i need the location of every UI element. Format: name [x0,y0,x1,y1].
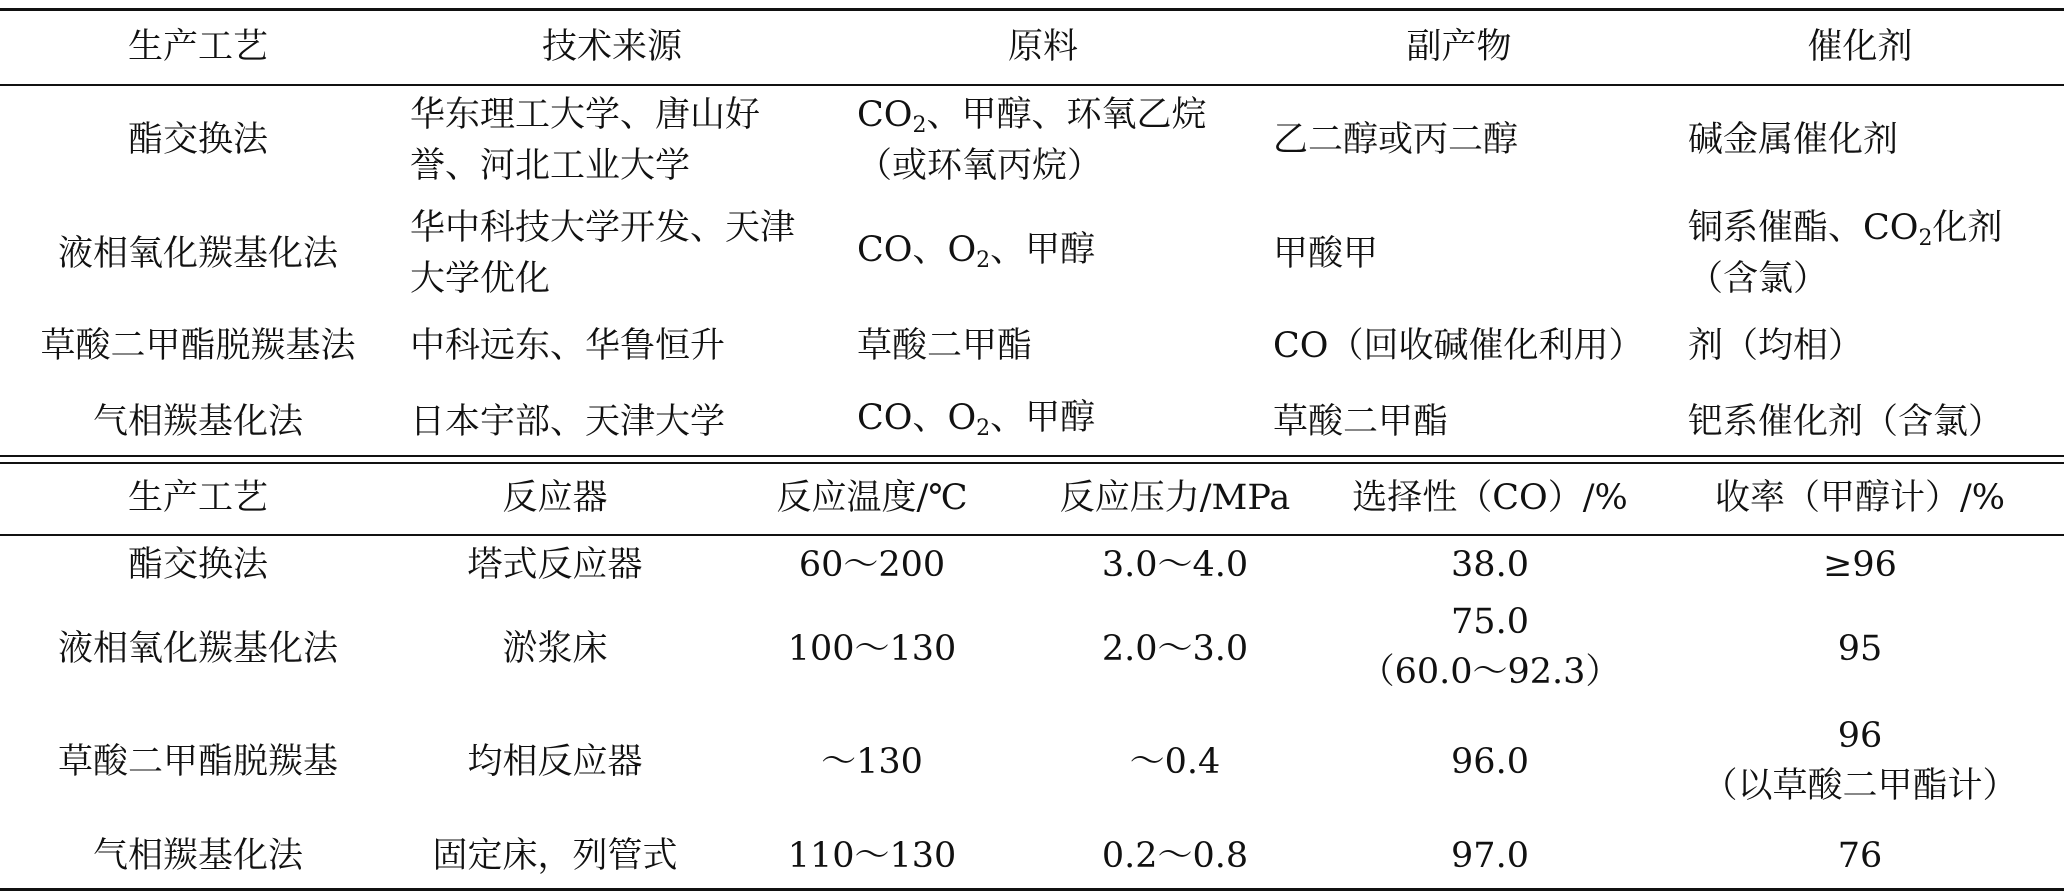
table1-top-rule [0,8,2064,11]
t1-header-source: 技术来源 [541,27,683,67]
t2-row2-temperature: 100～130 [787,629,957,669]
t1-row1-byproduct: 乙二醇或丙二醇 [1273,120,1519,160]
t2-row1-selectivity: 38.0 [1451,545,1529,585]
t1-row3-process: 草酸二甲酯脱羰基法 [40,326,356,366]
t2-row1-yield: ≥96 [1823,545,1897,585]
t2-row4-selectivity: 97.0 [1451,836,1529,876]
t2-row2-process: 液相氧化羰基化法 [57,629,339,669]
t1-row2-catalyst-line1: 铜系催酯、$CO_2$化剂 [1688,208,2003,251]
t2-row3-pressure: ～0.4 [1129,742,1221,782]
t2-row3-yield-line2: （以草酸二甲酯计） [1702,766,2018,806]
t2-row4-yield: 76 [1837,836,1883,876]
t1-row1-source-line2: 誉、河北工业大学 [410,146,691,186]
t2-row3-selectivity: 96.0 [1451,742,1529,782]
t2-row3-yield-line1: 96 [1837,716,1883,756]
t2-row1-temperature: 60～200 [798,545,946,585]
t1-row3-source: 中科远东、华鲁恒升 [410,326,726,366]
t2-row2-selectivity-line2: （60.0～92.3） [1359,652,1621,692]
t1-row1-raw-line1: $CO_2$、甲醇、环氧乙烷 [857,95,1207,138]
t2-row4-process: 气相羰基化法 [92,836,304,876]
t1-row1-catalyst: 碱金属催化剂 [1688,120,1899,160]
t2-header-reactor: 反应器 [502,478,608,518]
t2-row1-reactor: 塔式反应器 [467,545,643,585]
t1-row2-raw: CO、$O_2$、甲醇 [857,230,1096,273]
t2-header-yield: 收率（甲醇计）/% [1714,478,2006,518]
t1-row4-process: 气相羰基化法 [92,402,304,442]
t2-row2-pressure: 2.0～3.0 [1101,629,1249,669]
t1-row4-catalyst: 钯系催化剂（含氯） [1688,402,2004,442]
t2-row4-temperature: 110～130 [787,836,957,876]
t1-header-raw: 原料 [1007,27,1079,67]
t2-header-process: 生产工艺 [127,478,269,518]
t2-row2-reactor: 淤浆床 [502,629,608,669]
t2-header-pressure: 反应压力/MPa [1059,478,1291,518]
separator-rule-upper [0,455,2064,457]
t1-row1-process: 酯交换法 [127,120,269,160]
t1-row4-byproduct: 草酸二甲酯 [1273,402,1449,442]
t1-row3-byproduct: CO（回收碱催化利用） [1273,326,1644,366]
t2-header-temperature: 反应温度/℃ [776,478,968,518]
t2-row1-process: 酯交换法 [127,545,269,585]
t1-row1-raw-line2: （或环氧丙烷） [857,146,1103,186]
t1-row3-catalyst: 剂（均相） [1688,326,1864,366]
t1-header-byproduct: 副产物 [1406,27,1512,67]
t2-row3-reactor: 均相反应器 [467,742,643,782]
table1-header-rule [0,84,2064,86]
table2-bottom-rule [0,888,2064,891]
t2-header-selectivity: 选择性（CO）/% [1352,478,1628,518]
t2-row4-pressure: 0.2～0.8 [1101,836,1249,876]
t1-row2-process: 液相氧化羰基化法 [57,234,339,274]
t1-row4-raw: CO、$O_2$、甲醇 [857,398,1096,441]
t1-row2-source-line2: 大学优化 [410,259,551,299]
table2-header-rule [0,534,2064,536]
t1-row3-raw: 草酸二甲酯 [857,326,1033,366]
t1-row2-source-line1: 华中科技大学开发、天津 [410,208,796,248]
t1-header-catalyst: 催化剂 [1807,27,1913,67]
t1-row4-source: 日本宇部、天津大学 [410,402,726,442]
t2-row3-process: 草酸二甲酯脱羰基 [57,742,339,782]
t2-row1-pressure: 3.0～4.0 [1101,545,1249,585]
separator-rule-lower [0,462,2064,464]
t1-header-process: 生产工艺 [127,27,269,67]
t2-row4-reactor: 固定床，列管式 [432,836,678,876]
t2-row2-yield: 95 [1837,629,1883,669]
t1-row1-source-line1: 华东理工大学、唐山好 [410,95,761,135]
t1-row2-byproduct: 甲酸甲 [1273,234,1379,274]
t1-row2-catalyst-line2: （含氯） [1688,259,1829,299]
t2-row3-temperature: ～130 [821,742,923,782]
t2-row2-selectivity-line1: 75.0 [1451,602,1529,642]
